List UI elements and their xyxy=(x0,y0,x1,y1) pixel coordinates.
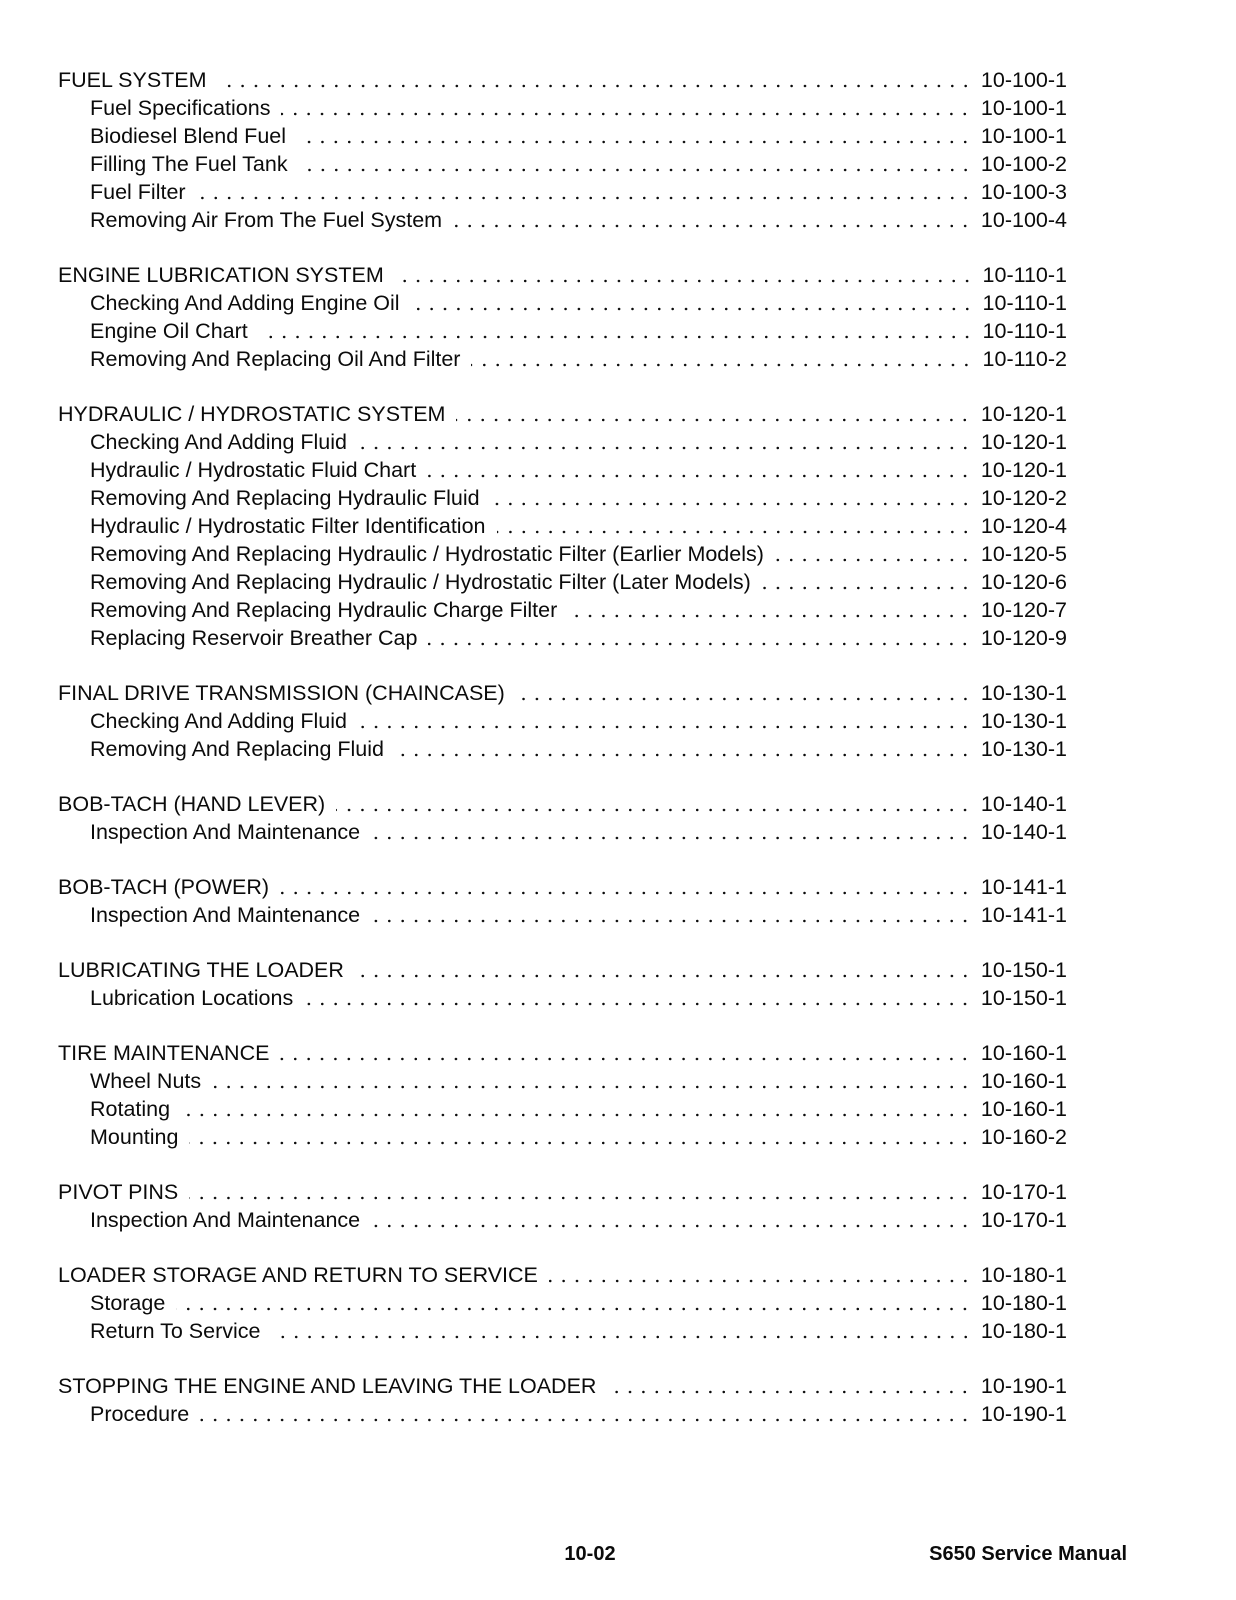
toc-entry-title: HYDRAULIC / HYDROSTATIC SYSTEM xyxy=(58,402,446,426)
dot-leader xyxy=(176,1289,972,1317)
toc-entry-row xyxy=(58,345,1067,373)
dot-leader xyxy=(395,261,974,289)
dot-leader xyxy=(497,512,972,540)
dot-leader xyxy=(411,289,974,317)
toc-page-number: 10-180-1 xyxy=(980,1263,1067,1287)
toc-entry-row xyxy=(58,1317,1067,1345)
footer-page-number: 10-02 xyxy=(564,1543,616,1565)
toc-entry-row xyxy=(58,1067,1067,1095)
toc-entry-title: Inspection And Maintenance xyxy=(90,820,361,844)
toc-entry-title: Hydraulic / Hydrostatic Fluid Chart xyxy=(90,458,417,482)
toc-page-number: 10-141-1 xyxy=(980,875,1067,899)
toc-entry-row xyxy=(58,1095,1067,1123)
toc-entry-title: Mounting xyxy=(90,1125,179,1149)
toc-entry-row xyxy=(58,568,1067,596)
dot-leader xyxy=(189,1178,972,1206)
toc-page-number: 10-120-4 xyxy=(980,514,1067,538)
dot-leader xyxy=(218,66,972,94)
toc-entry-row xyxy=(58,317,1067,345)
toc-entry-title: BOB-TACH (POWER) xyxy=(58,875,270,899)
toc-entry-title: Rotating xyxy=(90,1097,171,1121)
toc-entry-title: STOPPING THE ENGINE AND LEAVING THE LOADER xyxy=(58,1374,597,1398)
toc-entry-title: LOADER STORAGE AND RETURN TO SERVICE xyxy=(58,1263,538,1287)
toc-page-number: 10-160-2 xyxy=(980,1125,1067,1149)
toc-entry-title: Filling The Fuel Tank xyxy=(90,152,288,176)
toc-entry-row xyxy=(58,150,1067,178)
toc-entry-title: Removing And Replacing Hydraulic / Hydrostatic Filter (Later Models) xyxy=(90,570,751,594)
toc-section-heading-row xyxy=(58,1372,1067,1400)
dot-leader xyxy=(336,790,972,818)
toc-entry-title: Replacing Reservoir Breather Cap xyxy=(90,626,418,650)
toc-entry-title: TIRE MAINTENANCE xyxy=(58,1041,270,1065)
toc-entry-row xyxy=(58,428,1067,456)
dot-leader xyxy=(775,540,972,568)
dot-leader xyxy=(471,345,973,373)
toc-section-heading-row xyxy=(58,956,1067,984)
dot-leader xyxy=(371,818,972,846)
toc-section xyxy=(58,1178,1067,1234)
toc-page-number: 10-110-2 xyxy=(982,347,1067,371)
toc-entry-title: Storage xyxy=(90,1291,166,1315)
toc-entry-title: Procedure xyxy=(90,1402,190,1426)
toc-entry-title: Inspection And Maintenance xyxy=(90,903,361,927)
toc-entry-title: Removing And Replacing Oil And Filter xyxy=(90,347,461,371)
dot-leader xyxy=(281,94,971,122)
dot-leader xyxy=(568,596,972,624)
toc-section-heading-row xyxy=(58,679,1067,707)
toc-entry-title: Biodiesel Blend Fuel xyxy=(90,124,287,148)
dot-leader xyxy=(304,984,972,1012)
toc-entry-title: Removing And Replacing Hydraulic / Hydrostatic Filter (Earlier Models) xyxy=(90,542,764,566)
toc-page-number: 10-100-1 xyxy=(980,68,1067,92)
toc-page-number: 10-120-2 xyxy=(980,486,1067,510)
toc-page-number: 10-120-1 xyxy=(980,402,1067,426)
toc-page-number: 10-190-1 xyxy=(980,1402,1067,1426)
toc-page-number: 10-130-1 xyxy=(980,681,1067,705)
toc-entry-row xyxy=(58,540,1067,568)
toc-entry-row xyxy=(58,456,1067,484)
toc-page-number: 10-160-1 xyxy=(980,1097,1067,1121)
toc-entry-title: Fuel Filter xyxy=(90,180,186,204)
toc-section xyxy=(58,1039,1067,1151)
toc-entry-title: Removing And Replacing Hydraulic Fluid xyxy=(90,486,480,510)
toc-entry-title: ENGINE LUBRICATION SYSTEM xyxy=(58,263,384,287)
dot-leader xyxy=(181,1095,972,1123)
toc-section-heading-row xyxy=(58,790,1067,818)
toc-page-number: 10-100-2 xyxy=(980,152,1067,176)
toc-entry-row xyxy=(58,512,1067,540)
toc-page-number: 10-120-9 xyxy=(980,626,1067,650)
toc-page-number: 10-190-1 xyxy=(980,1374,1067,1398)
toc-entry-row xyxy=(58,707,1067,735)
toc-entry-title: PIVOT PINS xyxy=(58,1180,179,1204)
toc-page-number: 10-160-1 xyxy=(980,1069,1067,1093)
toc-entry-row xyxy=(58,178,1067,206)
toc-entry-row xyxy=(58,122,1067,150)
toc-page-number: 10-120-1 xyxy=(980,430,1067,454)
toc-page-number: 10-140-1 xyxy=(980,820,1067,844)
toc-section xyxy=(58,873,1067,929)
toc-page-number: 10-160-1 xyxy=(980,1041,1067,1065)
toc-page-number: 10-110-1 xyxy=(982,319,1067,343)
toc-page-number: 10-150-1 xyxy=(980,986,1067,1010)
toc-entry-title: Wheel Nuts xyxy=(90,1069,202,1093)
toc-entry-title: Return To Service xyxy=(90,1319,261,1343)
toc-section xyxy=(58,400,1067,652)
dot-leader xyxy=(453,206,972,234)
toc-section xyxy=(58,66,1067,234)
dot-leader xyxy=(358,707,972,735)
toc-entry-title: Engine Oil Chart xyxy=(90,319,248,343)
toc-page-number: 10-170-1 xyxy=(980,1180,1067,1204)
dot-leader xyxy=(395,735,972,763)
toc-page-number: 10-140-1 xyxy=(980,792,1067,816)
dot-leader xyxy=(516,679,972,707)
toc-entry-title: LUBRICATING THE LOADER xyxy=(58,958,344,982)
toc-entry-row xyxy=(58,1206,1067,1234)
dot-leader xyxy=(272,1317,972,1345)
dot-leader xyxy=(549,1261,972,1289)
dot-leader xyxy=(427,456,972,484)
toc-entry-title: Lubrication Locations xyxy=(90,986,294,1010)
toc-entry-title: Removing And Replacing Fluid xyxy=(90,737,384,761)
toc-page-number: 10-130-1 xyxy=(980,709,1067,733)
toc-entry-row xyxy=(58,1289,1067,1317)
toc-section-heading-row xyxy=(58,261,1067,289)
toc-page-number: 10-170-1 xyxy=(980,1208,1067,1232)
toc-page-number: 10-120-1 xyxy=(980,458,1067,482)
toc-entry-title: FINAL DRIVE TRANSMISSION (CHAINCASE) xyxy=(58,681,505,705)
dot-leader xyxy=(297,122,972,150)
toc-entry-row xyxy=(58,94,1067,122)
toc-page-number: 10-150-1 xyxy=(980,958,1067,982)
toc-page-number: 10-100-4 xyxy=(980,208,1067,232)
toc-page-number: 10-180-1 xyxy=(980,1291,1067,1315)
toc-section xyxy=(58,1261,1067,1345)
toc-entry-row xyxy=(58,735,1067,763)
toc-page-number: 10-110-1 xyxy=(982,291,1067,315)
toc-section xyxy=(58,790,1067,846)
toc-section xyxy=(58,956,1067,1012)
toc-page-number: 10-130-1 xyxy=(980,737,1067,761)
toc-entry-row xyxy=(58,289,1067,317)
toc-entry-title: Hydraulic / Hydrostatic Filter Identification xyxy=(90,514,486,538)
toc-section-heading-row xyxy=(58,66,1067,94)
dot-leader xyxy=(197,178,972,206)
dot-leader xyxy=(280,873,972,901)
toc-page-number: 10-120-6 xyxy=(980,570,1067,594)
toc-page-number: 10-120-5 xyxy=(980,542,1067,566)
dot-leader xyxy=(212,1067,972,1095)
toc-entry-row xyxy=(58,596,1067,624)
toc-entry-row xyxy=(58,1400,1067,1428)
toc-entry-title: Checking And Adding Engine Oil xyxy=(90,291,400,315)
dot-leader xyxy=(456,400,971,428)
toc-entry-row xyxy=(58,1123,1067,1151)
toc-entry-title: Inspection And Maintenance xyxy=(90,1208,361,1232)
dot-leader xyxy=(371,1206,972,1234)
toc-section xyxy=(58,679,1067,763)
toc-entry-row xyxy=(58,484,1067,512)
toc-page-number: 10-120-7 xyxy=(980,598,1067,622)
page-footer xyxy=(0,1540,1236,1568)
toc-page-number: 10-100-1 xyxy=(980,96,1067,120)
dot-leader xyxy=(200,1400,972,1428)
dot-leader xyxy=(280,1039,971,1067)
toc-page-number: 10-100-3 xyxy=(980,180,1067,204)
dot-leader xyxy=(358,428,972,456)
toc-entry-row xyxy=(58,818,1067,846)
dot-leader xyxy=(259,317,974,345)
toc-page-number: 10-100-1 xyxy=(980,124,1067,148)
toc-entry-row xyxy=(58,984,1067,1012)
toc-section xyxy=(58,1372,1067,1428)
toc-entry-title: Removing Air From The Fuel System xyxy=(90,208,443,232)
toc-entry-title: Checking And Adding Fluid xyxy=(90,709,347,733)
toc-entry-title: Removing And Replacing Hydraulic Charge Filter xyxy=(90,598,558,622)
toc-entry-title: FUEL SYSTEM xyxy=(58,68,207,92)
dot-leader xyxy=(371,901,972,929)
dot-leader xyxy=(762,568,972,596)
toc-page-number: 10-180-1 xyxy=(980,1319,1067,1343)
dot-leader xyxy=(491,484,972,512)
dot-leader xyxy=(607,1372,971,1400)
toc-section-heading-row xyxy=(58,1178,1067,1206)
toc-entry-row xyxy=(58,624,1067,652)
dot-leader xyxy=(189,1123,971,1151)
toc-page-number: 10-141-1 xyxy=(980,903,1067,927)
dot-leader xyxy=(299,150,972,178)
toc-sections xyxy=(58,66,1067,1455)
toc-entry-title: BOB-TACH (HAND LEVER) xyxy=(58,792,326,816)
toc-entry-row xyxy=(58,206,1067,234)
dot-leader xyxy=(355,956,972,984)
toc-section-heading-row xyxy=(58,1261,1067,1289)
toc-section-heading-row xyxy=(58,1039,1067,1067)
toc-section-heading-row xyxy=(58,873,1067,901)
toc-page-number: 10-110-1 xyxy=(982,263,1067,287)
footer-manual-title: S650 Service Manual xyxy=(929,1543,1127,1565)
toc-section xyxy=(58,261,1067,373)
toc-entry-title: Checking And Adding Fluid xyxy=(90,430,347,454)
dot-leader xyxy=(428,624,971,652)
toc-section-heading-row xyxy=(58,400,1067,428)
toc-entry-title: Fuel Specifications xyxy=(90,96,271,120)
toc-entry-row xyxy=(58,901,1067,929)
